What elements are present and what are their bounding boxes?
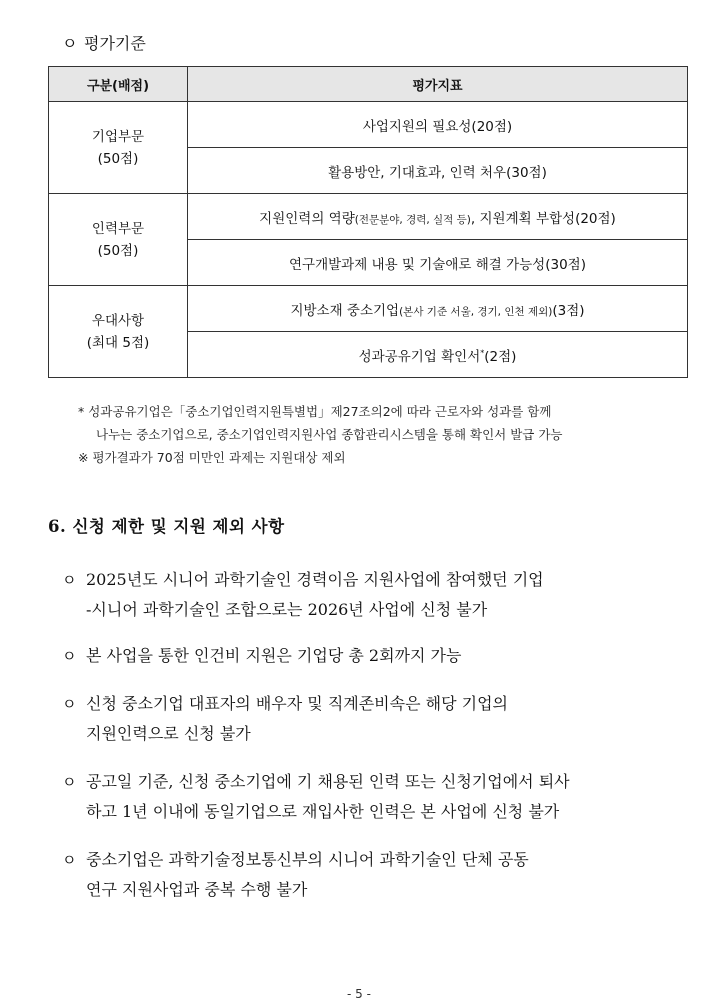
header-category: 구분(배점) <box>49 67 188 102</box>
page-number: - 5 - <box>347 987 371 1001</box>
list-item-text: 2025년도 시니어 과학기술인 경력이음 지원사업에 참여했던 기업 <box>86 570 544 589</box>
indicator-text: 지방소재 중소기업 <box>290 302 400 319</box>
list-item-text: -시니어 과학기술인 조합으로는 2026년 사업에 신청 불가 <box>86 600 488 619</box>
restriction-list <box>62 565 692 905</box>
table-header-row <box>49 67 688 102</box>
category-cell-personnel <box>49 194 188 286</box>
category-label: 기업부문 <box>91 128 145 145</box>
footnote-marker: * <box>480 348 485 357</box>
indicator-text: 사업지원의 필요성(20점) <box>362 118 513 135</box>
header-indicator: 평가지표 <box>188 67 688 102</box>
indicator-note: (전문분야, 경력, 실적 등) <box>354 213 471 226</box>
evaluation-criteria-table <box>48 66 688 378</box>
bullet-mark: ㅇ <box>62 647 77 665</box>
list-item <box>62 845 692 905</box>
list-item-text: 신청 중소기업 대표자의 배우자 및 직계존비속은 해당 기업의 <box>86 694 509 713</box>
indicator-text: 연구개발과제 내용 및 기술애로 해결 가능성(30점) <box>289 256 586 273</box>
bullet-mark: ㅇ <box>62 571 77 589</box>
exclusion-note: ※ 평가결과가 70점 미만인 과제는 지원대상 제외 <box>78 450 346 465</box>
footnote-line: 나누는 중소기업으로, 중소기업인력지원사업 종합관리시스템을 통해 확인서 발급 가능 <box>96 427 563 442</box>
list-item <box>62 689 692 749</box>
indicator-cell <box>188 240 688 286</box>
table-row <box>49 102 688 148</box>
category-label: 인력부문 <box>91 220 145 237</box>
indicator-text: 성과공유기업 확인서 <box>358 348 481 365</box>
bullet-mark: ㅇ <box>62 34 78 53</box>
list-item-text: 본 사업을 통한 인건비 지원은 기업당 총 2회까지 가능 <box>86 646 462 665</box>
bullet-mark: ㅇ <box>62 773 77 791</box>
indicator-note: (본사 기준 서울, 경기, 인천 제외) <box>399 305 553 318</box>
list-item <box>62 767 692 827</box>
indicator-cell <box>188 102 688 148</box>
list-item <box>62 641 692 671</box>
bullet-mark: ㅇ <box>62 695 77 713</box>
indicator-tail: (3점) <box>552 302 585 319</box>
indicator-tail: (2점) <box>484 348 517 365</box>
footnote-line: * 성과공유기업은「중소기업인력지원특별법」제27조의2에 따라 근로자와 성과를 함께 <box>78 404 552 419</box>
table-row <box>49 286 688 332</box>
indicator-cell <box>188 148 688 194</box>
list-item-text: 하고 1년 이내에 동일기업으로 재입사한 인력은 본 사업에 신청 불가 <box>86 802 560 821</box>
indicator-text: 활용방안, 기대효과, 인력 처우(30점) <box>328 164 547 181</box>
list-item <box>62 565 692 625</box>
table-notes <box>78 400 688 469</box>
heading-label: 평가기준 <box>84 34 146 53</box>
category-cell-preference <box>49 286 188 378</box>
section-title: 6. 신청 제한 및 지원 제외 사항 <box>48 517 285 536</box>
indicator-cell <box>188 332 688 378</box>
indicator-cell <box>188 194 688 240</box>
table-row <box>49 194 688 240</box>
category-label: 우대사항 <box>91 312 145 329</box>
category-points: (50점) <box>97 242 139 259</box>
indicator-text: 지원인력의 역량 <box>259 210 355 227</box>
category-points: (최대 5점) <box>86 334 150 351</box>
list-item-text: 지원인력으로 신청 불가 <box>86 724 251 743</box>
list-item-text: 중소기업은 과학기술정보통신부의 시니어 과학기술인 단체 공동 <box>86 850 529 869</box>
category-points: (50점) <box>97 150 139 167</box>
indicator-cell <box>188 286 688 332</box>
indicator-tail: , 지원계획 부합성(20점) <box>470 210 616 227</box>
evaluation-criteria-heading <box>62 31 146 54</box>
list-item-text: 연구 지원사업과 중복 수행 불가 <box>86 880 308 899</box>
list-item-text: 공고일 기준, 신청 중소기업에 기 채용된 인력 또는 신청기업에서 퇴사 <box>86 772 570 791</box>
category-cell-company <box>49 102 188 194</box>
bullet-mark: ㅇ <box>62 851 77 869</box>
